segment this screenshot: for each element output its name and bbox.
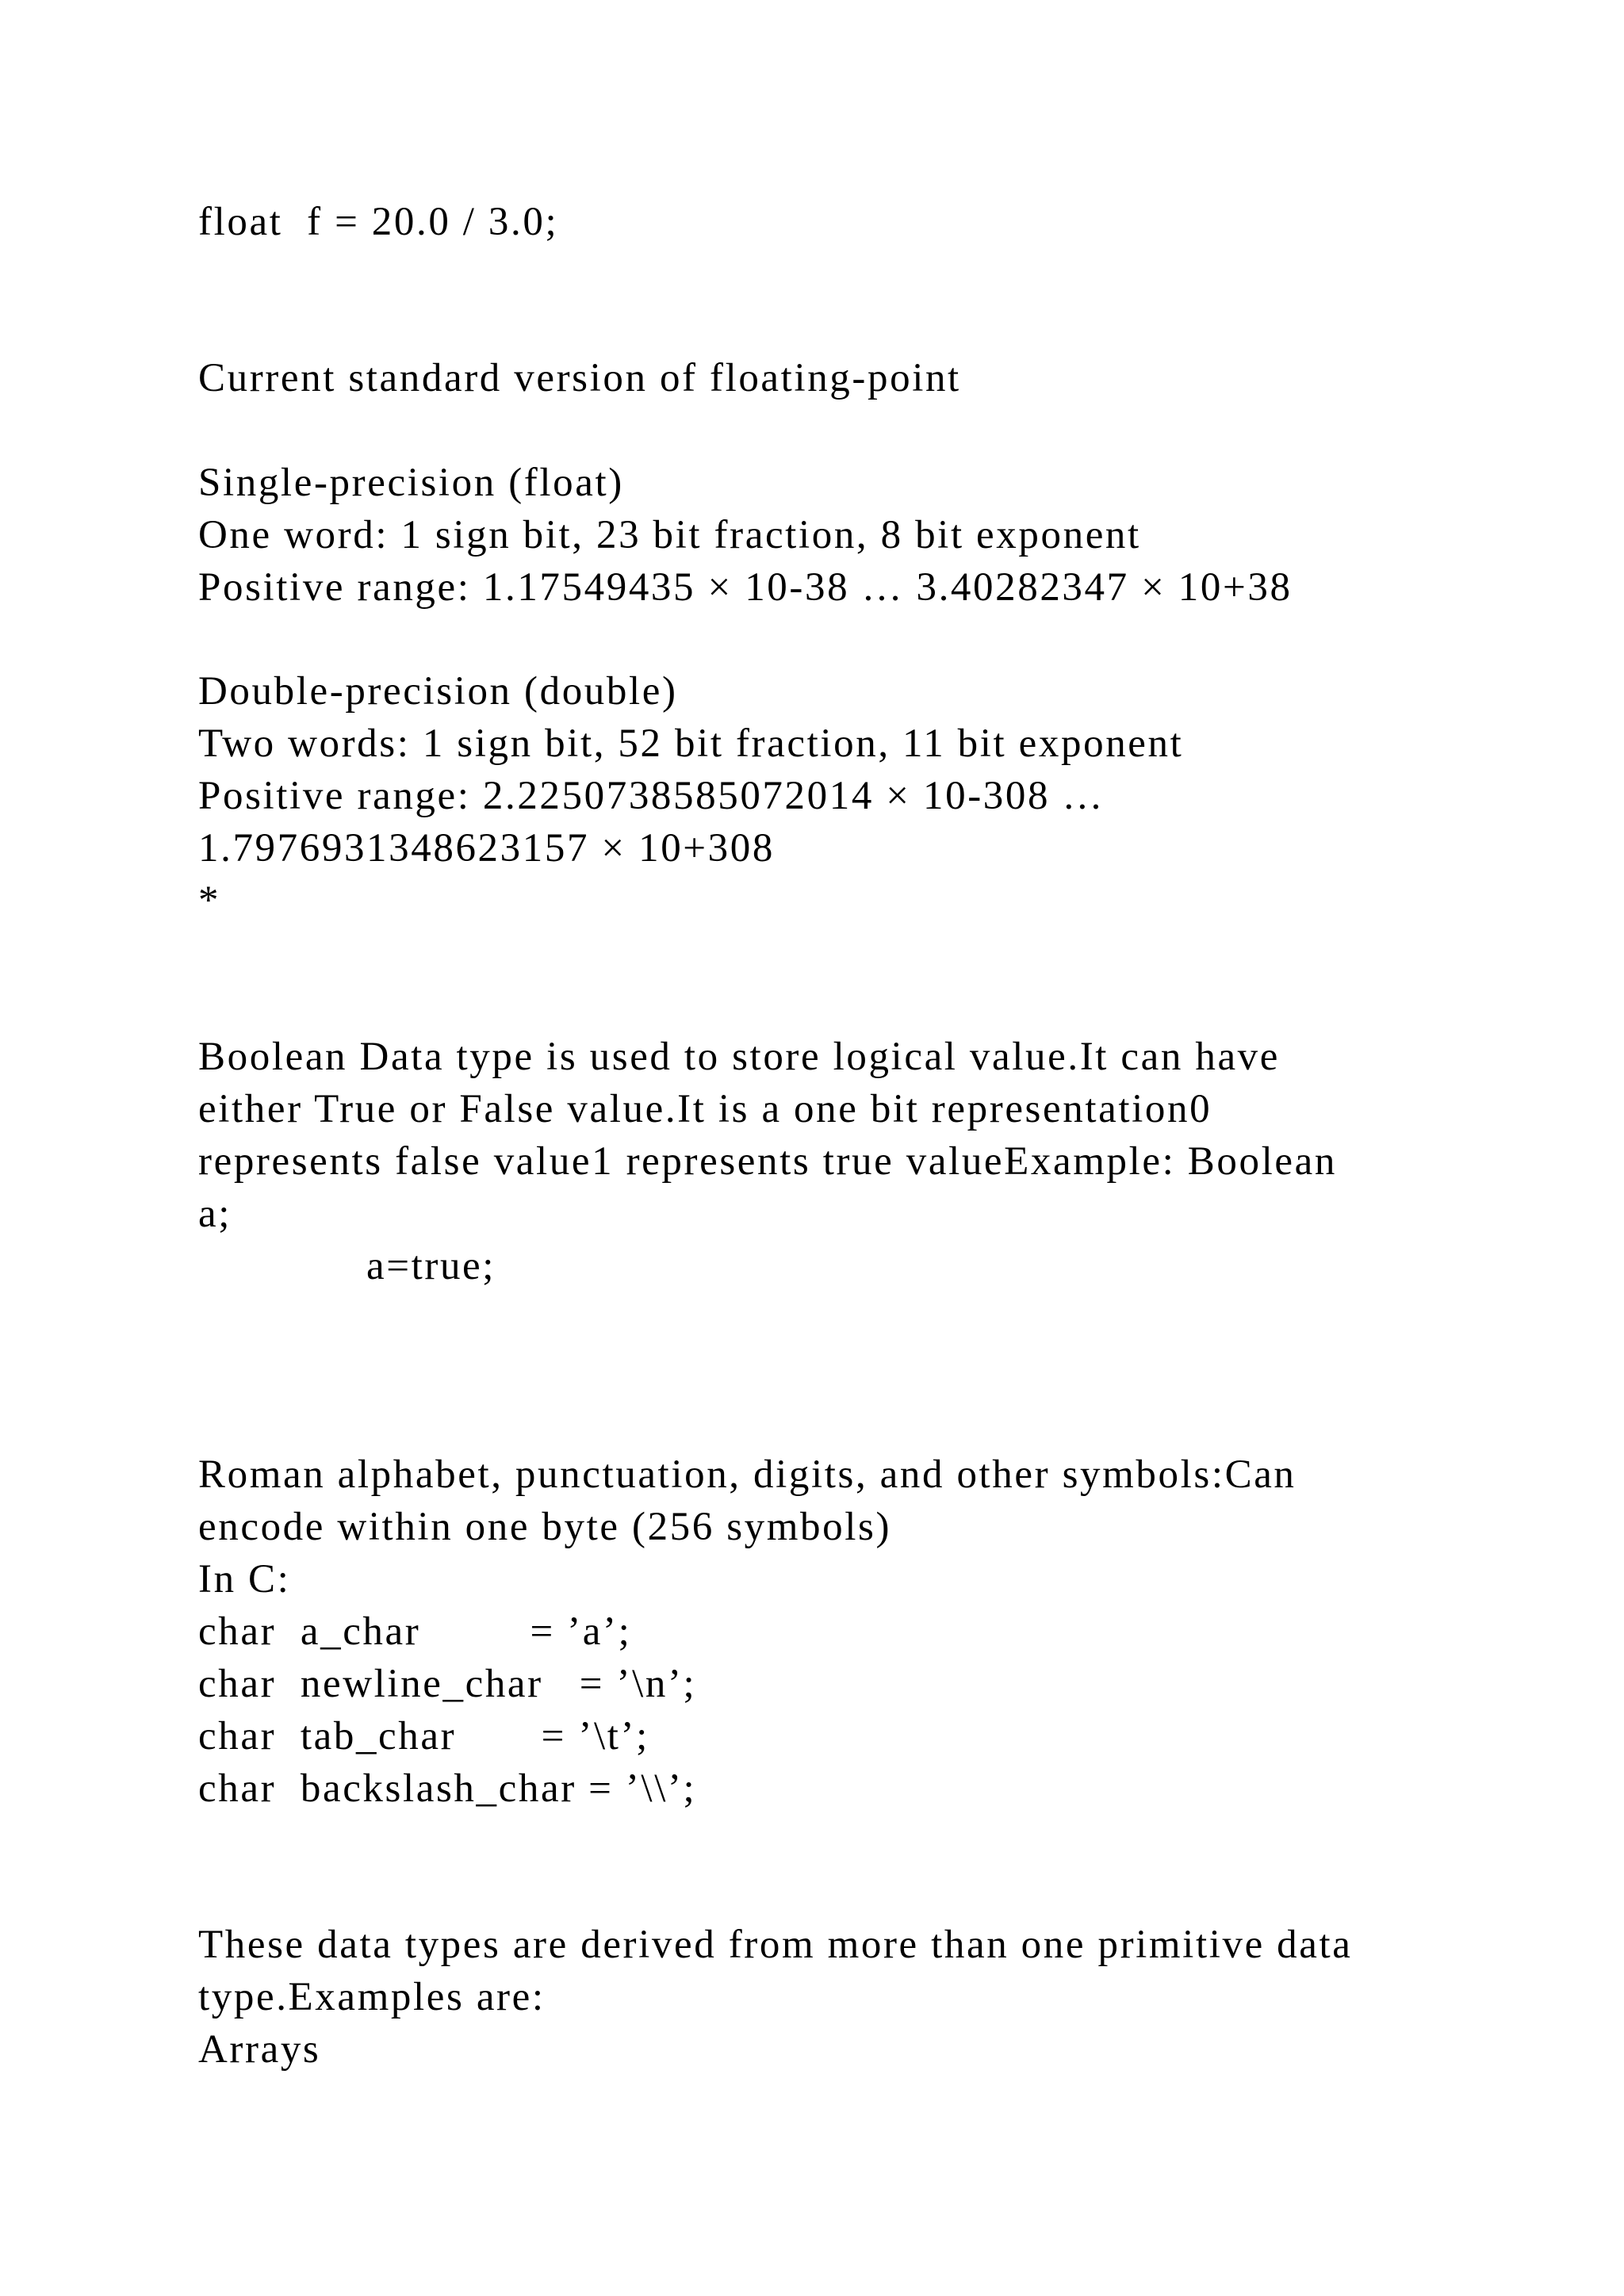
char-code-2: char newline_char = ’\n’;: [198, 1662, 697, 1706]
derived-line-3: Arrays: [198, 2027, 321, 2072]
boolean-line-2: either True or False value.It is a one bit representation0: [198, 1087, 1212, 1131]
double-title: Double-precision (double): [198, 669, 678, 714]
char-code-1: char a_char = ’a’;: [198, 1609, 632, 1654]
code-float: float f = 20.0 / 3.0;: [198, 200, 559, 244]
asterisk: *: [198, 878, 221, 923]
derived-line-1: These data types are derived from more than one primitive data: [198, 1923, 1353, 1967]
boolean-line-4: a;: [198, 1192, 232, 1236]
double-layout: Two words: 1 sign bit, 52 bit fraction, 11 bit exponent: [198, 721, 1184, 766]
char-code-4: char backslash_char = ’\\’;: [198, 1766, 697, 1811]
boolean-line-1: Boolean Data type is used to store logical value.It can have: [198, 1035, 1281, 1079]
double-range-1: Positive range: 2.2250738585072014 × 10-308 …: [198, 774, 1105, 818]
boolean-line-5: a=true;: [366, 1244, 496, 1288]
fp-heading: Current standard version of floating-point: [198, 356, 961, 400]
char-line-3: In C:: [198, 1557, 291, 1601]
char-line-2: encode within one byte (256 symbols): [198, 1505, 892, 1549]
single-layout: One word: 1 sign bit, 23 bit fraction, 8 bit exponent: [198, 513, 1141, 557]
char-line-1: Roman alphabet, punctuation, digits, and other symbols:Can: [198, 1452, 1297, 1497]
double-range-2: 1.7976931348623157 × 10+308: [198, 826, 775, 871]
single-range: Positive range: 1.17549435 × 10-38 … 3.40282347 × 10+38: [198, 565, 1293, 610]
boolean-line-3: represents false value1 represents true valueExample: Boolean: [198, 1139, 1337, 1184]
char-code-3: char tab_char = ’\t’;: [198, 1714, 649, 1758]
derived-line-2: type.Examples are:: [198, 1975, 546, 2019]
single-title: Single-precision (float): [198, 461, 624, 505]
